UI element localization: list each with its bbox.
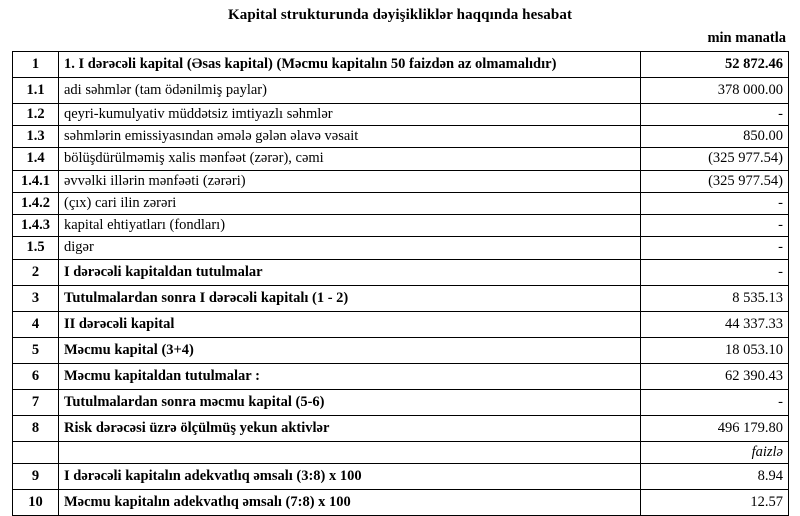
row-number: 1.2 [13,104,59,126]
row-number: 6 [13,363,59,389]
row-value: - [641,215,789,237]
row-value: - [641,192,789,214]
row-number: 1 [13,52,59,78]
row-value: 850.00 [641,126,789,148]
row-number: 1.4.3 [13,215,59,237]
row-value: 18 053.10 [641,337,789,363]
page-title: Kapital strukturunda dəyişikliklər haqqında hesabat [227,7,573,23]
row-label: digər [59,237,641,259]
row-number: 1.3 [13,126,59,148]
row-value: 8 535.13 [641,285,789,311]
capital-structure-table [12,51,789,516]
table-row [13,237,789,259]
blank-cell-label [59,441,641,463]
row-value: 378 000.00 [641,78,789,104]
table-row [13,215,789,237]
row-value: 8.94 [641,463,789,489]
table-row [13,52,789,78]
row-value: 52 872.46 [641,52,789,78]
row-number: 5 [13,337,59,363]
table-row [13,104,789,126]
row-label: (çıx) cari ilin zərəri [59,192,641,214]
table-row [13,126,789,148]
row-label: 1. I dərəcəli kapital (Əsas kapital) (Məcmu kapitalın 50 faizdən az olmamalıdır) [59,52,641,78]
row-value: 44 337.33 [641,311,789,337]
row-number: 3 [13,285,59,311]
units-label: min manatla [707,30,786,46]
row-value: 12.57 [641,489,789,515]
table-row [13,463,789,489]
row-label: bölüşdürülməmiş xalis mənfəət (zərər), cəmi [59,148,641,170]
table-row [13,285,789,311]
table-row [13,148,789,170]
table-row [13,389,789,415]
row-value: (325 977.54) [641,170,789,192]
row-value: - [641,237,789,259]
percent-units-row [13,441,789,463]
row-number: 1.4 [13,148,59,170]
table-row [13,78,789,104]
blank-cell-number [13,441,59,463]
row-value: - [641,389,789,415]
row-value: - [641,104,789,126]
table-row [13,489,789,515]
row-label: Tutulmalardan sonra məcmu kapital (5-6) [59,389,641,415]
row-label: Məcmu kapitalın adekvatlıq əmsalı (7:8) x 100 [59,489,641,515]
row-value: (325 977.54) [641,148,789,170]
row-value: 496 179.80 [641,415,789,441]
row-label: I dərəcəli kapitaldan tutulmalar [59,259,641,285]
row-label: Məcmu kapitaldan tutulmalar : [59,363,641,389]
table-body [13,52,789,516]
row-number: 4 [13,311,59,337]
table-row [13,170,789,192]
row-label: qeyri-kumulyativ müddətsiz imtiyazlı səhmlər [59,104,641,126]
row-number: 7 [13,389,59,415]
row-number: 9 [13,463,59,489]
row-label: səhmlərin emissiyasından əmələ gələn əlavə vəsait [59,126,641,148]
row-label: adi səhmlər (tam ödənilmiş paylar) [59,78,641,104]
row-number: 10 [13,489,59,515]
table-row [13,311,789,337]
row-label: Tutulmalardan sonra I dərəcəli kapitalı (1 - 2) [59,285,641,311]
row-label: Məcmu kapital (3+4) [59,337,641,363]
row-number: 2 [13,259,59,285]
table-row [13,363,789,389]
row-label: kapital ehtiyatları (fondları) [59,215,641,237]
row-label: Risk dərəcəsi üzrə ölçülmüş yekun aktivlər [59,415,641,441]
table-row [13,415,789,441]
row-value: 62 390.43 [641,363,789,389]
row-value: - [641,259,789,285]
row-number: 8 [13,415,59,441]
table-row [13,192,789,214]
row-number: 1.4.2 [13,192,59,214]
table-row [13,259,789,285]
table-row [13,337,789,363]
row-label: I dərəcəli kapitalın adekvatlıq əmsalı (3:8) x 100 [59,463,641,489]
row-label: əvvəlki illərin mənfəəti (zərəri) [59,170,641,192]
row-number: 1.5 [13,237,59,259]
percent-units-label: faizlə [641,441,789,463]
row-number: 1.4.1 [13,170,59,192]
row-number: 1.1 [13,78,59,104]
row-label: II dərəcəli kapital [59,311,641,337]
